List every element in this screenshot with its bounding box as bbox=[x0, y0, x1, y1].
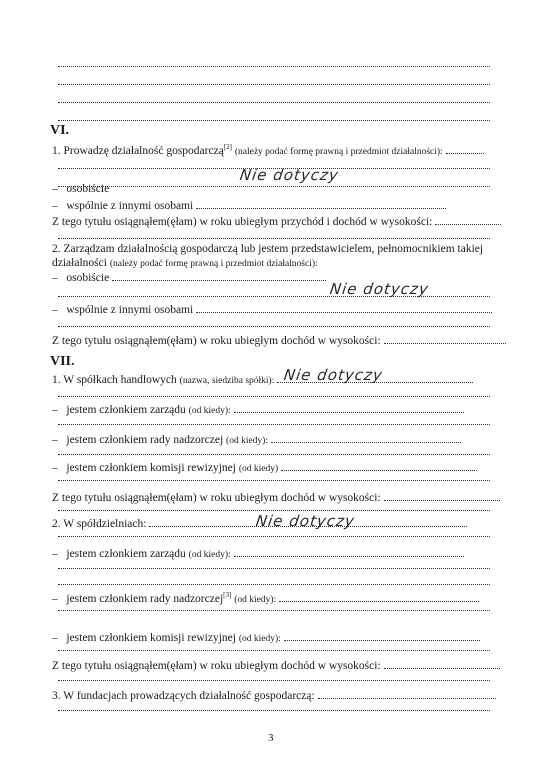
fill-line[interactable] bbox=[384, 333, 506, 344]
fill-line[interactable] bbox=[279, 591, 479, 602]
role-note: (od kiedy): bbox=[238, 634, 281, 644]
income-label: Z tego tytułu osiągnąłem(ęłam) w roku ubiegłym dochód w wysokości: bbox=[52, 660, 381, 672]
question-line: 2. Zarządzam działalnością gospodarczą lub jestem przedstawicielem, pełnomocnikiem takiej bbox=[52, 243, 484, 255]
role-note: (od kiedy): bbox=[226, 436, 268, 446]
fill-line[interactable] bbox=[234, 546, 464, 557]
role-line: – jestem członkiem rady nadzorczej (od kiedy): bbox=[52, 432, 461, 448]
role-label: jestem członkiem komisji rewizyjnej bbox=[66, 462, 236, 474]
blank-line bbox=[58, 186, 490, 187]
fill-line[interactable] bbox=[196, 198, 446, 209]
page-number: 3 bbox=[268, 732, 274, 744]
blank-line bbox=[58, 238, 490, 239]
question-note: (należy podać formę prawną i przedmiot działalności): bbox=[234, 146, 443, 157]
role-line: – jestem członkiem zarządu (od kiedy): bbox=[52, 546, 464, 562]
option-personally: – osobiście bbox=[52, 270, 326, 285]
blank-line bbox=[58, 584, 490, 585]
income-label: Z tego tytułu osiągnąłem(ęłam) w roku ubiegłym dochód w wysokości: bbox=[52, 335, 381, 347]
fill-line[interactable] bbox=[284, 630, 480, 641]
fill-line[interactable] bbox=[271, 432, 461, 443]
income-line bbox=[52, 214, 501, 229]
blank-line bbox=[58, 84, 490, 85]
question-text: 2. W spółdzielniach: bbox=[52, 518, 147, 530]
blank-line bbox=[58, 536, 490, 537]
role-line: – jestem członkiem komisji rewizyjnej (od kiedy) bbox=[52, 460, 477, 476]
option-jointly: – wspólnie z innymi osobami bbox=[52, 302, 492, 317]
handwritten-answer: Nie dotyczy bbox=[282, 366, 385, 384]
question-text: 3. W fundacjach prowadzących działalność gospodarczą: bbox=[52, 690, 315, 702]
role-line: – jestem członkiem zarządu (od kiedy): bbox=[52, 402, 464, 418]
blank-line bbox=[58, 568, 490, 569]
handwritten-answer: Nie dotyczy bbox=[328, 280, 431, 298]
role-line: – jestem członkiem rady nadzorczej[3] (od kiedy): bbox=[52, 588, 479, 607]
fill-line[interactable] bbox=[384, 490, 500, 501]
section-heading: VI. bbox=[50, 123, 70, 138]
question-text: działalności bbox=[52, 257, 107, 269]
role-label: jestem członkiem zarządu bbox=[66, 404, 186, 416]
option-label: osobiście bbox=[66, 183, 110, 195]
role-note: (od kiedy) bbox=[238, 464, 279, 474]
income-label: Z tego tytułu osiągnąłem(ęłam) w roku ubiegłym dochód w wysokości: bbox=[52, 492, 381, 504]
blank-line bbox=[58, 396, 490, 397]
question-line bbox=[52, 372, 473, 388]
fill-line[interactable] bbox=[281, 460, 477, 471]
question-number: 1. bbox=[52, 144, 61, 157]
role-label: jestem członkiem zarządu bbox=[66, 548, 186, 560]
role-label: jestem członkiem rady nadzorczej bbox=[66, 434, 224, 446]
fill-line[interactable] bbox=[446, 143, 484, 154]
handwritten-answer: Nie dotyczy bbox=[254, 512, 357, 530]
blank-line bbox=[58, 454, 490, 455]
blank-line bbox=[58, 610, 490, 611]
fill-line[interactable] bbox=[384, 658, 500, 669]
question-note: (nazwa, siedziba spółki): bbox=[179, 376, 275, 386]
footnote-ref: [2] bbox=[223, 143, 232, 151]
role-label: jestem członkiem komisji rewizyjnej bbox=[66, 632, 236, 644]
income-line bbox=[52, 333, 506, 348]
question-note: (należy podać formę prawną i przedmiot działalności): bbox=[109, 259, 318, 269]
fill-line[interactable] bbox=[196, 302, 492, 313]
blank-line bbox=[58, 424, 490, 425]
option-personally: – osobiście bbox=[52, 183, 110, 195]
fill-line[interactable] bbox=[112, 270, 326, 281]
role-line: – jestem członkiem komisji rewizyjnej (od kiedy): bbox=[52, 630, 480, 646]
blank-line bbox=[58, 66, 490, 67]
footnote-ref: [3] bbox=[223, 591, 232, 599]
role-note: (od kiedy): bbox=[188, 550, 231, 560]
blank-line bbox=[58, 296, 490, 297]
fill-line[interactable] bbox=[435, 214, 501, 225]
blank-line bbox=[58, 650, 490, 651]
income-line bbox=[52, 658, 500, 673]
income-line bbox=[52, 490, 500, 505]
blank-line bbox=[58, 326, 490, 327]
income-label: Z tego tytułu osiągnąłem(ęłam) w roku ubiegłym przychód i dochód w wysokości: bbox=[52, 216, 433, 228]
blank-line bbox=[58, 120, 490, 121]
question-text: 1. W spółkach handlowych bbox=[52, 374, 177, 386]
blank-line bbox=[58, 102, 490, 103]
question-text: Prowadzę działalność gospodarczą bbox=[63, 144, 224, 157]
blank-line bbox=[58, 680, 490, 681]
role-label: jestem członkiem rady nadzorczej bbox=[66, 592, 224, 605]
blank-line bbox=[58, 510, 490, 511]
option-jointly: – wspólnie z innymi osobami bbox=[52, 198, 446, 213]
question-line bbox=[52, 140, 484, 159]
section-heading: VII. bbox=[50, 354, 75, 369]
option-label: wspólnie z innymi osobami bbox=[66, 200, 194, 212]
question-line bbox=[52, 688, 496, 703]
fill-line[interactable] bbox=[234, 402, 464, 413]
role-note: (od kiedy): bbox=[188, 406, 231, 416]
handwritten-answer: Nie dotyczy bbox=[238, 166, 341, 184]
option-label: wspólnie z innymi osobami bbox=[66, 304, 194, 316]
blank-line bbox=[58, 480, 490, 481]
role-note: (od kiedy): bbox=[234, 594, 277, 605]
option-label: osobiście bbox=[66, 272, 110, 284]
blank-line bbox=[58, 710, 490, 711]
question-line bbox=[52, 256, 318, 271]
fill-line[interactable] bbox=[318, 688, 496, 699]
